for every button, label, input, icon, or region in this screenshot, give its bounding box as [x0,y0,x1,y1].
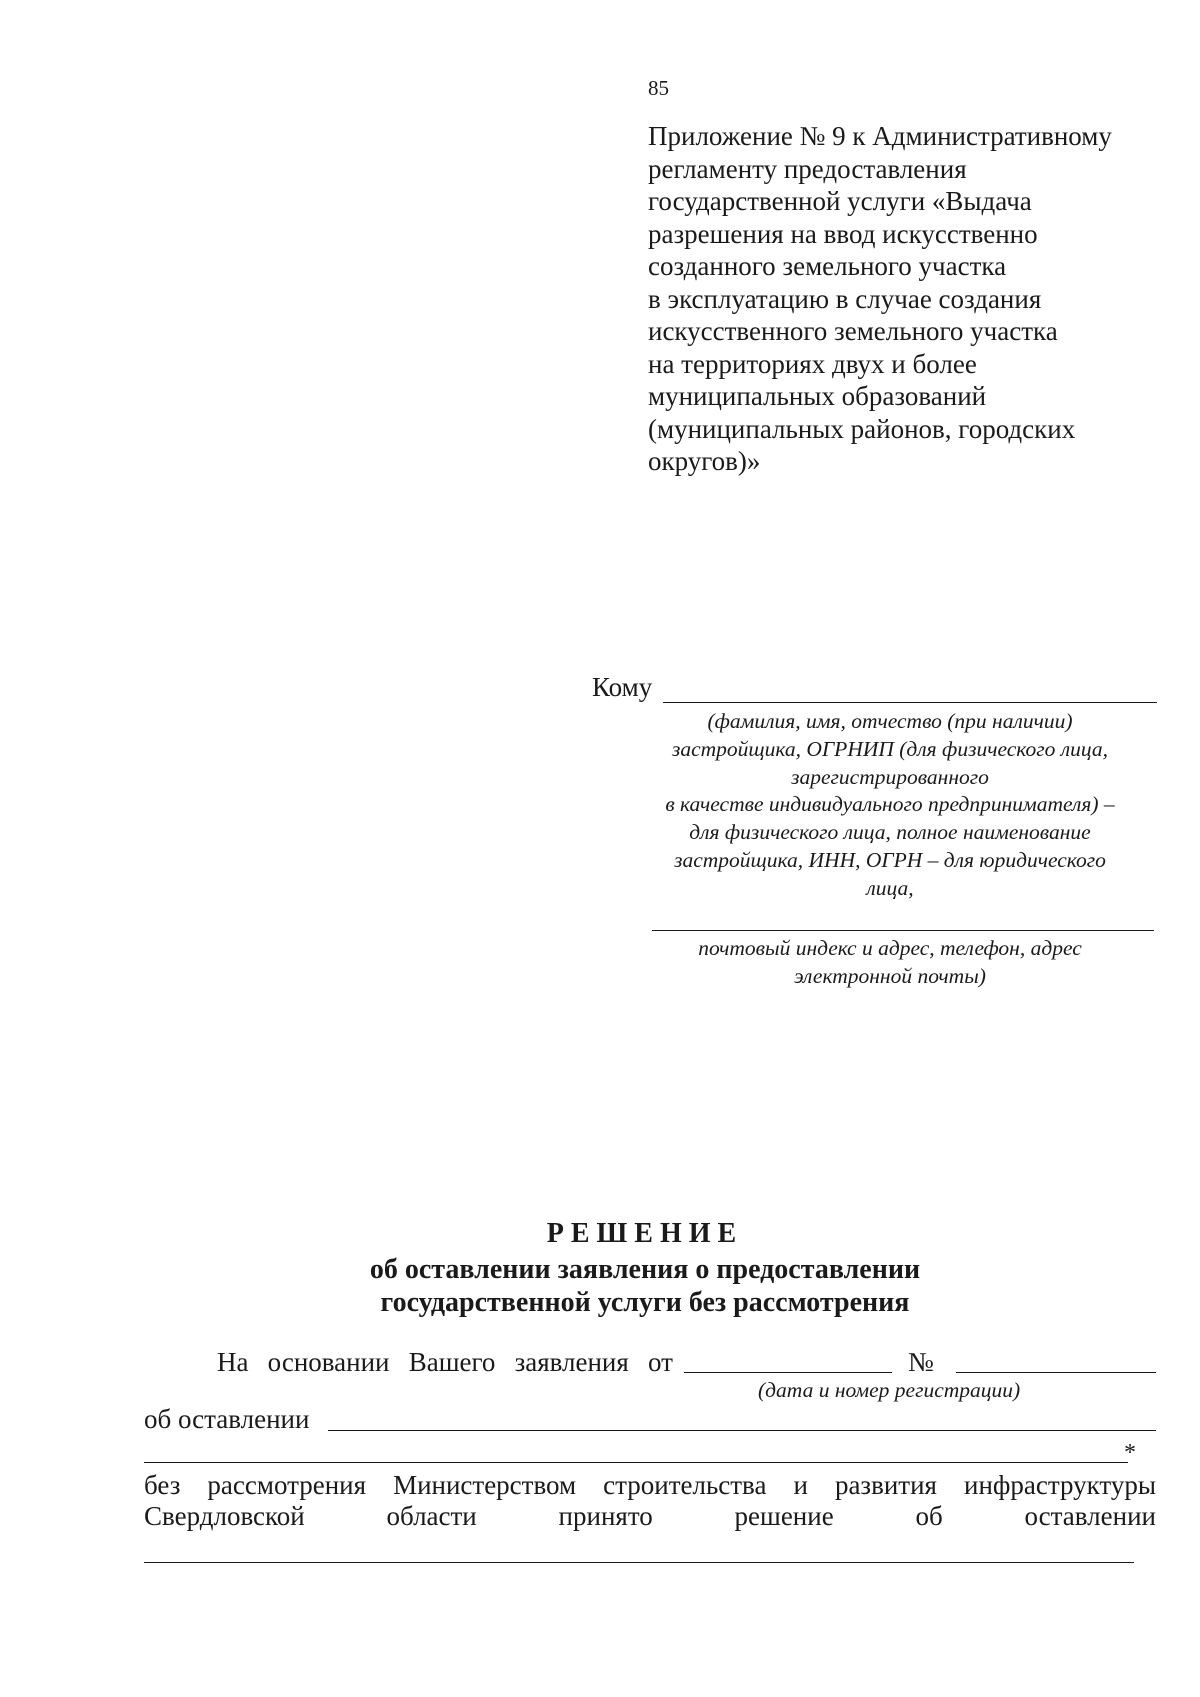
body-line [144,1501,1156,1532]
appendix-line: округов)» [648,446,761,476]
decision-subtitle: об оставлении заявления о предоставлении [369,1254,921,1285]
recipient-name-blank[interactable] [663,702,1157,703]
recipient-hint-line: для физического лица, полное наименование [689,820,1091,845]
recipient-address-blank[interactable] [652,930,1154,931]
basis-word: На [217,1347,249,1377]
recipient-hint-line: зарегистрированного [791,764,989,789]
recipient-address-hint-line: электронной почты) [794,964,986,988]
appendix-line: разрешения на ввод искусственно [648,218,1038,249]
footnote-asterisk: * [1124,1440,1136,1466]
date-number-hint: (дата и номер регистрации) [758,1378,1021,1402]
appendix-line: в эксплуатацию в случае создания [648,283,1042,314]
decision-title: РЕШЕНИЕ [546,1218,744,1249]
body-word: Свердловской [144,1501,305,1531]
basis-word: заявления [514,1347,629,1377]
decision-reason-blank[interactable] [144,1562,1134,1563]
body-word: рассмотрения [207,1470,367,1500]
appendix-line: государственной услуги «Выдача [648,186,1032,216]
recipient-hint-line: (фамилия, имя, отчество (при наличии) [707,709,1073,733]
recipient-hint [620,708,1160,903]
body-word: без [144,1470,181,1500]
application-number-blank[interactable] [956,1372,1156,1373]
decision-subtitle: государственной услуги без рассмотрения [380,1287,910,1318]
leave-label: об оставлении [144,1404,310,1434]
recipient-row [592,672,1157,706]
appendix-line: регламенту предоставления [648,153,967,184]
body-line [144,1470,1156,1501]
body-word: инфраструктуры [964,1470,1156,1500]
body-word: принято [558,1501,653,1531]
basis-word: Вашего [408,1347,496,1377]
recipient-hint-line: в качестве индивидуального предпринимателя) – [665,792,1115,817]
leave-subject-blank-2[interactable] [144,1462,1128,1463]
appendix-line: муниципальных образований [648,381,987,411]
body-word: строительства [603,1470,767,1500]
appendix-line: искусственного земельного участка [648,316,1058,346]
appendix-header [648,120,1148,478]
basis-word: от [648,1347,673,1377]
recipient-hint-line: застройщика, ОГРНИП (для физического лица, [671,736,1109,761]
basis-word: основании [267,1347,390,1377]
recipient-hint-line: лица, [866,875,914,900]
recipient-hint-line: застройщика, ИНН, ОГРН – для юридического [674,847,1106,872]
body-word: оставлении [1024,1501,1156,1531]
basis-text [217,1347,673,1378]
body-word: области [386,1501,477,1531]
body-word: и [793,1470,808,1500]
recipient-label: Кому [592,672,653,702]
page-number: 85 [648,76,669,100]
application-date-blank[interactable] [684,1372,892,1373]
body-word: Министерством [393,1470,577,1500]
recipient-address-hint [620,934,1160,990]
body-word: развития [834,1470,937,1500]
appendix-line: (муниципальных районов, городских [648,413,1076,444]
appendix-line: на территориях двух и более [648,348,977,379]
number-sign: № [908,1347,934,1377]
leave-subject-blank[interactable] [328,1430,1156,1431]
body-word: решение [734,1501,834,1531]
appendix-line: Приложение № 9 к Административному [648,121,1112,151]
recipient-address-hint-line: почтовый индекс и адрес, телефон, адрес [698,936,1082,960]
appendix-line: созданного земельного участка [648,251,1007,281]
body-word: об [915,1501,943,1531]
